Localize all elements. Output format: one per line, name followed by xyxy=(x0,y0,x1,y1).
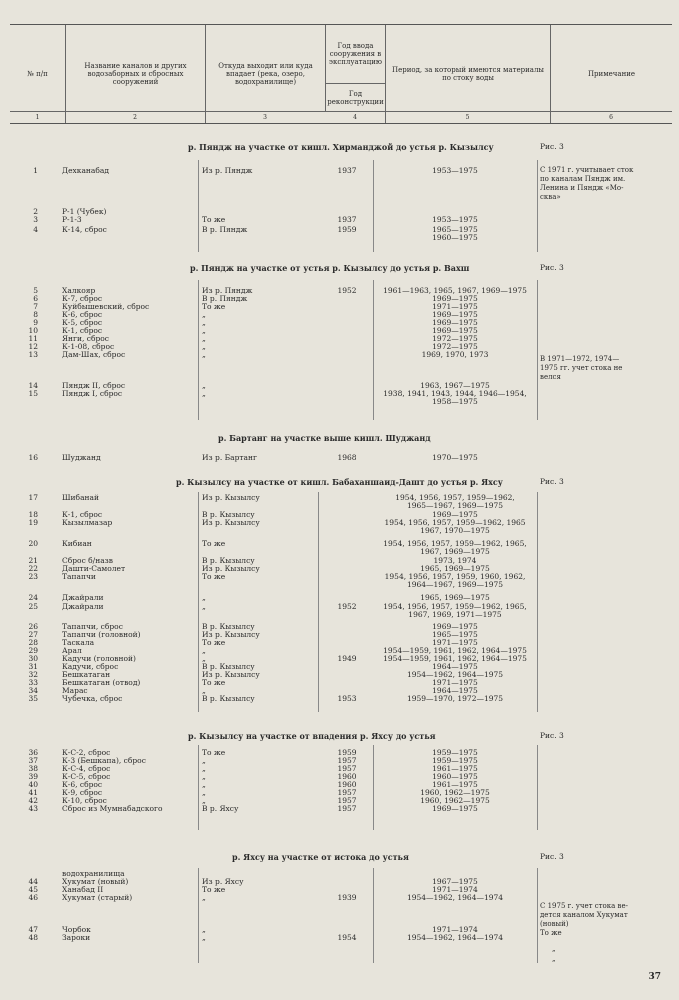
table-row xyxy=(0,695,679,703)
page-number: 37 xyxy=(648,972,661,982)
row-year: 1949 xyxy=(337,654,357,663)
row-period: 1960—1975 xyxy=(432,233,478,242)
row-period: 1954—1962, 1964—1974 xyxy=(406,893,504,902)
row-number: 31 xyxy=(28,662,38,671)
row-period: 1970—1975 xyxy=(432,453,478,462)
row-name: Пяндж II, сброс xyxy=(62,381,126,390)
row-period: 1964—1975 xyxy=(432,686,478,695)
row-year: 1959 xyxy=(337,748,357,757)
row-name: Шуджанд xyxy=(62,453,101,462)
row-name: Шибанай xyxy=(62,493,100,502)
row-name: К-7, сброс xyxy=(62,294,103,303)
row-period: 1967, 1970—1975 xyxy=(420,526,490,535)
row-source: В р. Кызылсу xyxy=(202,662,255,671)
row-period: 1954, 1956, 1957, 1959—1962, xyxy=(395,493,515,502)
table-row xyxy=(0,573,679,581)
header-numbers xyxy=(10,111,672,123)
row-number: 25 xyxy=(28,602,38,611)
row-number: 41 xyxy=(28,788,38,797)
header-col-source: Откуда выходит или куда впадает (река, озеро, водохранилище) xyxy=(205,25,325,123)
row-period: 1973, 1974 xyxy=(433,556,477,565)
row-year: 1957 xyxy=(337,796,357,805)
row-source: То же xyxy=(202,302,226,311)
row-period: 1964—1967, 1969—1975 xyxy=(406,580,504,589)
row-name: Тапапчи (головной) xyxy=(62,630,141,639)
row-period: 1959—1975 xyxy=(432,748,478,757)
row-name: Р-1 (Чубек) xyxy=(62,207,107,216)
row-period: 1960, 1962—1975 xyxy=(420,796,490,805)
row-period: 1960—1975 xyxy=(432,772,478,781)
note-2: В 1971—1972, 1974— 1975 гг. учет стока не велся xyxy=(540,355,623,381)
col-number-4: 4 xyxy=(353,114,357,121)
row-source: „ xyxy=(202,334,206,343)
row-year: 1957 xyxy=(337,788,357,797)
row-period: 1954, 1956, 1957, 1959—1962, 1965, xyxy=(383,602,527,611)
row-number: 22 xyxy=(28,564,38,573)
row-name: К-14, сброс xyxy=(62,225,107,234)
row-name: Марас xyxy=(62,686,88,695)
row-source: В р. Кызылсу xyxy=(202,510,255,519)
row-number: 1 xyxy=(33,166,38,175)
row-source: То же xyxy=(202,215,226,224)
row-period: 1954—1962, 1964—1975 xyxy=(406,670,504,679)
header-col-period: Период, за который имеются материалы по стоку воды xyxy=(385,25,550,123)
row-period: 1965, 1969—1975 xyxy=(420,593,490,602)
row-source: То же xyxy=(202,539,226,548)
row-name: К-5, сброс xyxy=(62,318,103,327)
row-name: Дашти-Самолет xyxy=(62,564,126,573)
row-number: 30 xyxy=(28,654,38,663)
row-source: „ xyxy=(202,788,206,797)
note-3: С 1975 г. учет стока ве- дется каналом Хукумат (новый) То же xyxy=(540,902,628,937)
row-number: 9 xyxy=(33,318,38,327)
row-source: „ xyxy=(202,764,206,773)
row-name: водохранилища xyxy=(62,869,125,878)
note-ditto: „ xyxy=(552,945,556,953)
row-number: 15 xyxy=(28,389,38,398)
table-row xyxy=(0,226,679,234)
table-row xyxy=(0,216,679,224)
row-number: 32 xyxy=(28,670,38,679)
row-number: 10 xyxy=(28,326,38,335)
row-number: 37 xyxy=(28,756,38,765)
row-period: 1954—1962, 1964—1974 xyxy=(406,933,504,942)
row-year: 1953 xyxy=(337,694,357,703)
row-source: „ xyxy=(202,893,206,902)
row-period: 1953—1975 xyxy=(432,166,478,175)
row-source: То же xyxy=(202,678,226,687)
row-period: 1972—1975 xyxy=(432,334,478,343)
row-source: Из р. Кызылсу xyxy=(202,518,260,527)
row-number: 11 xyxy=(28,334,38,343)
row-period: 1964—1975 xyxy=(432,662,478,671)
row-name: К-1, сброс xyxy=(62,510,103,519)
row-number: 29 xyxy=(28,646,38,655)
row-period: 1965—1967, 1969—1975 xyxy=(406,501,504,510)
row-number: 26 xyxy=(28,622,38,631)
row-number: 6 xyxy=(33,294,38,303)
row-name: Пяндж I, сброс xyxy=(62,389,123,398)
row-period: 1961—1975 xyxy=(432,764,478,773)
table-row xyxy=(0,639,679,647)
row-number: 7 xyxy=(33,302,38,311)
row-name: К-С-2, сброс xyxy=(62,748,111,757)
row-source: „ xyxy=(202,310,206,319)
row-period: 1954, 1956, 1957, 1959—1962, 1965, xyxy=(383,539,527,548)
table-row xyxy=(0,494,679,502)
table-row xyxy=(0,631,679,639)
row-number: 17 xyxy=(28,493,38,502)
row-period: 1971—1974 xyxy=(432,925,478,934)
row-number: 36 xyxy=(28,748,38,757)
row-number: 12 xyxy=(28,342,38,351)
table-row xyxy=(0,527,679,535)
header-col-name: Название каналов и других водозаборных и сбросных сооружений xyxy=(65,25,205,123)
row-name: Чорбок xyxy=(62,925,91,934)
row-period: 1965, 1969—1975 xyxy=(420,564,490,573)
row-year: 1937 xyxy=(337,166,357,175)
row-number: 47 xyxy=(28,925,38,934)
col-number-5: 5 xyxy=(465,114,470,121)
row-source: „ xyxy=(202,350,206,359)
row-source: „ xyxy=(202,925,206,934)
row-name: К-3 (Бешкапа), сброс xyxy=(62,756,146,765)
row-source: „ xyxy=(202,326,206,335)
row-source: „ xyxy=(202,654,206,663)
row-name: Кызылмазар xyxy=(62,518,113,527)
row-number: 27 xyxy=(28,630,38,639)
row-period: 1961—1975 xyxy=(432,780,478,789)
row-source: Из р. Кызылсу xyxy=(202,564,260,573)
row-period: 1953—1975 xyxy=(432,215,478,224)
row-source: „ xyxy=(202,756,206,765)
row-source: „ xyxy=(202,772,206,781)
row-number: 42 xyxy=(28,796,38,805)
row-name: К-9, сброс xyxy=(62,788,103,797)
table-header xyxy=(10,24,672,124)
row-source: В р. Кызылсу xyxy=(202,556,255,565)
row-source: „ xyxy=(202,686,206,695)
row-number: 24 xyxy=(28,593,38,602)
row-name: Дехканабад xyxy=(62,166,109,175)
row-name: Тапапчи, сброс xyxy=(62,622,123,631)
row-source: Из р. Кызылсу xyxy=(202,493,260,502)
table-row xyxy=(0,234,679,242)
row-number: 39 xyxy=(28,772,38,781)
row-number: 8 xyxy=(33,310,38,319)
table-row xyxy=(0,894,679,902)
col-number-6: 6 xyxy=(609,114,613,121)
row-name: Чубечка, сброс xyxy=(62,694,123,703)
row-source: „ xyxy=(202,780,206,789)
row-source: „ xyxy=(202,796,206,805)
row-source: Из р. Пяндж xyxy=(202,166,253,175)
row-number: 16 xyxy=(28,453,38,462)
row-year: 1957 xyxy=(337,804,357,813)
row-name: К-6, сброс xyxy=(62,780,103,789)
row-name: Таскала xyxy=(62,638,95,647)
row-source: „ xyxy=(202,389,206,398)
row-source: „ xyxy=(202,342,206,351)
row-name: Дам-Шах, сброс xyxy=(62,350,126,359)
row-name: Сброс б/назв xyxy=(62,556,113,565)
row-period: 1965—1975 xyxy=(432,630,478,639)
row-number: 2 xyxy=(33,207,38,216)
header-col-number: № п/п xyxy=(27,70,48,78)
row-name: Куйбышевский, сброс xyxy=(62,302,150,311)
table-row xyxy=(0,611,679,619)
row-period: 1969—1975 xyxy=(432,804,478,813)
document-page: № п/п Название каналов и других водозаборных и сбросных сооружений Откуда выходит или куда впадает (река, озеро, водохранилище) Год ввода сооружения в эксплуатацию Год реконструкции Период, за который имеются материалы по стоку воды Примечание 1 2 3 4 5 6 р. Пяндж на участке от кишл. Хирманджой до устья р. Кызылсу Рис. 3 р. Пяндж на участке от устья р. Кызылсу до устья р. Вахш Рис. 3 р. Бартанг на участке выше кишл. Шуджанд р. Кызылсу на участке от кишл. Бабаханшаид-Дашт до устья р. Яхсу Рис. 3 р. Кызылсу на участке от впадения р. Яхсу до устья Рис. 3 р. Яхсу на участке от истока до устья Рис. 3 1 Дехканабад Из р. Пяндж 1937 1953—1975 2 Р-1 (Чубек) 3 Р-1-3 То же 1937 1953—1975 4 К-14, сброс В р. Пяндж 1959 1965—1975 1960—1975 5 Халкояр Из р. Пяндж 1952 1961—1963, 1965, 1967, 1969—1975 6 К-7, сброс В р. Пяндж 1969—1975 7 Куйбышевский, сброс То же 1971—1975 8 К-6, сброс „ 1969—1975 9 К-5, сброс „ 1969—1975 10 К-1, сброс „ 1969—1975 11 Янги, сброс „ 1972—1975 12 К-1-08, сброс „ 1972—1975 13 Дам-Шах, сброс „ 1969, 1970, 1973 14 Пяндж II, сброс „ 1963, 1967—1975 15 Пяндж I, сброс „ 1938, 1941, 1943, 1944, 1946—1954, 1958—1975 16 Шуджанд Из р. Бартанг 1968 1970—1975 17 Шибанай Из р. Кызылсу 1954, 1956, 1957, 1959—1962, 1965—1967, 1969—1975 18 К-1, сброс В р. Кызылсу 1969—1975 19 Кызылмазар Из р. Кызылсу 1954, 1956, 1957, 1959—1962, 1965 1967, 1970—1975 20 Кибиан То же 1954, 1956, 1957, 1959—1962, 1965, 1967, 1969—1975 21 Сброс б/назв В р. Кызылсу 1973, 1974 22 Дашти-Самолет Из р. Кызылсу 1965, 1969—1975 23 Тапапчи То же 1954, 1956, 1957, 1959, 1960, 1962, 1964—1967, 1969—1975 24 Джайрали „ 1965, 1969—1975 25 Джайрали „ 1952 1954, 1956, 1957, 1959—1962, 1965, 1967, 1969, 1971—1975 26 Тапапчи, сброс В р. Кызылсу 1969—1975 27 Тапапчи (головной) Из р. Кызылсу 1965—1975 28 Таскала То же 1971—1975 29 Арал „ 1954—1959, 1961, 1962, 1964—1975 30 Кадучи (головной) „ 1949 1954—1959, 1961, 1962, 1964—1975 31 Кадучи, сброс В р. Кызылсу 1964—1975 32 Бешкатаган Из р. Кызылсу 1954—1962, 1964—1975 33 Бешкатаган (отвод) То же 1971—1975 34 Марас „ 1964—1975 35 Чубечка, сброс В р. Кызылсу 1953 1959—1970, 1972—1975 36 К-С-2, сброс То же 1959 1959—1975 37 К-3 (Бешкапа), сброс „ 1957 1959—1975 38 К-С-4, сброс „ 1957 1961—1975 39 К-С-5, сброс „ 1960 1960—1975 40 К-6, сброс „ 1960 1961—1975 41 К-9, сброс „ 1957 1960, 1962—1975 42 К-10, сброс „ 1957 1960, 1962—1975 43 Сброс из Мумнабадского В р. Яхсу 1957 1969—1975 водохранилища 44 Хукумат (новый) Из р. Яхсу 1967—1975 45 Ханабад II То же 1971—1974 46 Хукумат (старый) „ 1939 1954—1962, 1964—1974 47 Чорбок „ 1971—1974 48 Зароки „ 1954 1954—1962, 1964—1974 С 1971 г. учитывает сток по каналам Пяндж им. Ленина и Пяндж «Мо- сква» В 1971—1972, 1974— 1975 гг. учет стока не велся С 1975 г. учет стока ве- дется каналом Хукумат (новый) То же „ „ 37 xyxy=(0,0,679,1000)
row-source: „ xyxy=(202,593,206,602)
row-source: Из р. Кызылсу xyxy=(202,670,260,679)
row-name: Бешкатаган xyxy=(62,670,111,679)
row-name: Бешкатаган (отвод) xyxy=(62,678,141,687)
row-name: Халкояр xyxy=(62,286,96,295)
table-row xyxy=(0,502,679,510)
row-name: К-1-08, сброс xyxy=(62,342,115,351)
header-col-year: Год ввода сооружения в эксплуатацию xyxy=(325,25,385,83)
row-period: 1969—1975 xyxy=(432,318,478,327)
row-name: Джайрали xyxy=(62,602,104,611)
row-name: К-6, сброс xyxy=(62,310,103,319)
row-name: Хукумат (старый) xyxy=(62,893,133,902)
row-source: Из р. Кызылсу xyxy=(202,630,260,639)
row-year: 1952 xyxy=(337,286,357,295)
table-row xyxy=(0,398,679,406)
table-row xyxy=(0,594,679,602)
table-row xyxy=(0,519,679,527)
row-name: Янги, сброс xyxy=(62,334,109,343)
table-row xyxy=(0,805,679,813)
row-number: 40 xyxy=(28,780,38,789)
row-period: 1972—1975 xyxy=(432,342,478,351)
table-row xyxy=(0,548,679,556)
row-period: 1967, 1969, 1971—1975 xyxy=(408,610,502,619)
row-period: 1965—1975 xyxy=(432,225,478,234)
row-number: 48 xyxy=(28,933,38,942)
row-source: „ xyxy=(202,318,206,327)
note-ditto: „ xyxy=(552,955,556,963)
col-number-1: 1 xyxy=(35,114,40,121)
row-period: 1963, 1967—1975 xyxy=(420,381,490,390)
note-1: С 1971 г. учитывает сток по каналам Пяндж им. Ленина и Пяндж «Мо- сква» xyxy=(540,166,634,201)
row-name: Тапапчи xyxy=(62,572,96,581)
row-source: Из р. Бартанг xyxy=(202,453,257,462)
row-number: 34 xyxy=(28,686,38,695)
row-period: 1960, 1962—1975 xyxy=(420,788,490,797)
row-period: 1967, 1969—1975 xyxy=(420,547,490,556)
table-row xyxy=(0,603,679,611)
row-period: 1958—1975 xyxy=(432,397,478,406)
row-name: Ханабад II xyxy=(62,885,104,894)
row-source: То же xyxy=(202,572,226,581)
row-name: К-10, сброс xyxy=(62,796,107,805)
row-period: 1961—1963, 1965, 1967, 1969—1975 xyxy=(383,286,527,295)
row-name: Сброс из Мумнабадского xyxy=(62,804,163,813)
row-source: „ xyxy=(202,933,206,942)
row-source: То же xyxy=(202,748,226,757)
row-name: Кадучи (головной) xyxy=(62,654,136,663)
row-number: 14 xyxy=(28,381,38,390)
row-number: 18 xyxy=(28,510,38,519)
row-source: В р. Кызылсу xyxy=(202,694,255,703)
row-source: Из р. Яхсу xyxy=(202,877,244,886)
row-number: 20 xyxy=(28,539,38,548)
row-name: К-С-5, сброс xyxy=(62,772,111,781)
row-source: В р. Яхсу xyxy=(202,804,239,813)
row-name: Зароки xyxy=(62,933,91,942)
row-year: 1959 xyxy=(337,225,357,234)
row-source: „ xyxy=(202,602,206,611)
row-number: 21 xyxy=(28,556,38,565)
row-number: 44 xyxy=(28,877,38,886)
table-row xyxy=(0,679,679,687)
row-period: 1971—1975 xyxy=(432,638,478,647)
row-year: 1952 xyxy=(337,602,357,611)
row-number: 23 xyxy=(28,572,38,581)
row-source: То же xyxy=(202,885,226,894)
row-period: 1969—1975 xyxy=(432,310,478,319)
row-period: 1967—1975 xyxy=(432,877,478,886)
row-source: В р. Пяндж xyxy=(202,294,248,303)
row-source: То же xyxy=(202,638,226,647)
row-name: Хукумат (новый) xyxy=(62,877,129,886)
table-row xyxy=(0,581,679,589)
row-period: 1938, 1941, 1943, 1944, 1946—1954, xyxy=(383,389,527,398)
row-name: К-С-4, сброс xyxy=(62,764,111,773)
row-period: 1971—1974 xyxy=(432,885,478,894)
row-number: 43 xyxy=(28,804,38,813)
row-name: Р-1-3 xyxy=(62,215,82,224)
row-number: 5 xyxy=(33,286,38,295)
row-year: 1939 xyxy=(337,893,357,902)
row-number: 38 xyxy=(28,764,38,773)
row-year: 1937 xyxy=(337,215,357,224)
row-period: 1954, 1956, 1957, 1959, 1960, 1962, xyxy=(384,572,526,581)
row-number: 13 xyxy=(28,350,38,359)
row-year: 1968 xyxy=(337,453,357,462)
row-name: Кадучи, сброс xyxy=(62,662,119,671)
row-year: 1960 xyxy=(337,772,357,781)
row-number: 45 xyxy=(28,885,38,894)
row-period: 1971—1975 xyxy=(432,302,478,311)
row-period: 1959—1975 xyxy=(432,756,478,765)
row-source: „ xyxy=(202,381,206,390)
col-number-2: 2 xyxy=(133,114,137,121)
row-period: 1969—1975 xyxy=(432,622,478,631)
row-source: В р. Кызылсу xyxy=(202,622,255,631)
row-period: 1959—1970, 1972—1975 xyxy=(406,694,504,703)
row-number: 3 xyxy=(33,215,38,224)
row-source: Из р. Пяндж xyxy=(202,286,253,295)
row-year: 1960 xyxy=(337,780,357,789)
table-row xyxy=(0,540,679,548)
row-number: 4 xyxy=(33,225,38,234)
table-row xyxy=(0,565,679,573)
row-period: 1954, 1956, 1957, 1959—1962, 1965 xyxy=(384,518,526,527)
row-period: 1969, 1970, 1973 xyxy=(421,350,489,359)
row-period: 1954—1959, 1961, 1962, 1964—1975 xyxy=(383,654,527,663)
row-period: 1969—1975 xyxy=(432,510,478,519)
table-row xyxy=(0,454,679,462)
table-row xyxy=(0,390,679,398)
row-period: 1971—1975 xyxy=(432,678,478,687)
row-period: 1969—1975 xyxy=(432,326,478,335)
row-number: 46 xyxy=(28,893,38,902)
header-col-recon: Год реконструкции xyxy=(325,83,385,111)
row-period: 1954—1959, 1961, 1962, 1964—1975 xyxy=(383,646,527,655)
row-number: 35 xyxy=(28,694,38,703)
row-name: Арал xyxy=(62,646,82,655)
col-number-3: 3 xyxy=(263,114,267,121)
row-number: 19 xyxy=(28,518,38,527)
row-year: 1957 xyxy=(337,764,357,773)
header-col-note: Примечание xyxy=(550,25,672,123)
row-source: „ xyxy=(202,646,206,655)
row-year: 1957 xyxy=(337,756,357,765)
row-number: 33 xyxy=(28,678,38,687)
row-name: Джайрали xyxy=(62,593,104,602)
row-source: В р. Пяндж xyxy=(202,225,248,234)
row-year: 1954 xyxy=(337,933,357,942)
row-number: 28 xyxy=(28,638,38,647)
row-name: Кибиан xyxy=(62,539,92,548)
row-name: К-1, сброс xyxy=(62,326,103,335)
row-period: 1969—1975 xyxy=(432,294,478,303)
